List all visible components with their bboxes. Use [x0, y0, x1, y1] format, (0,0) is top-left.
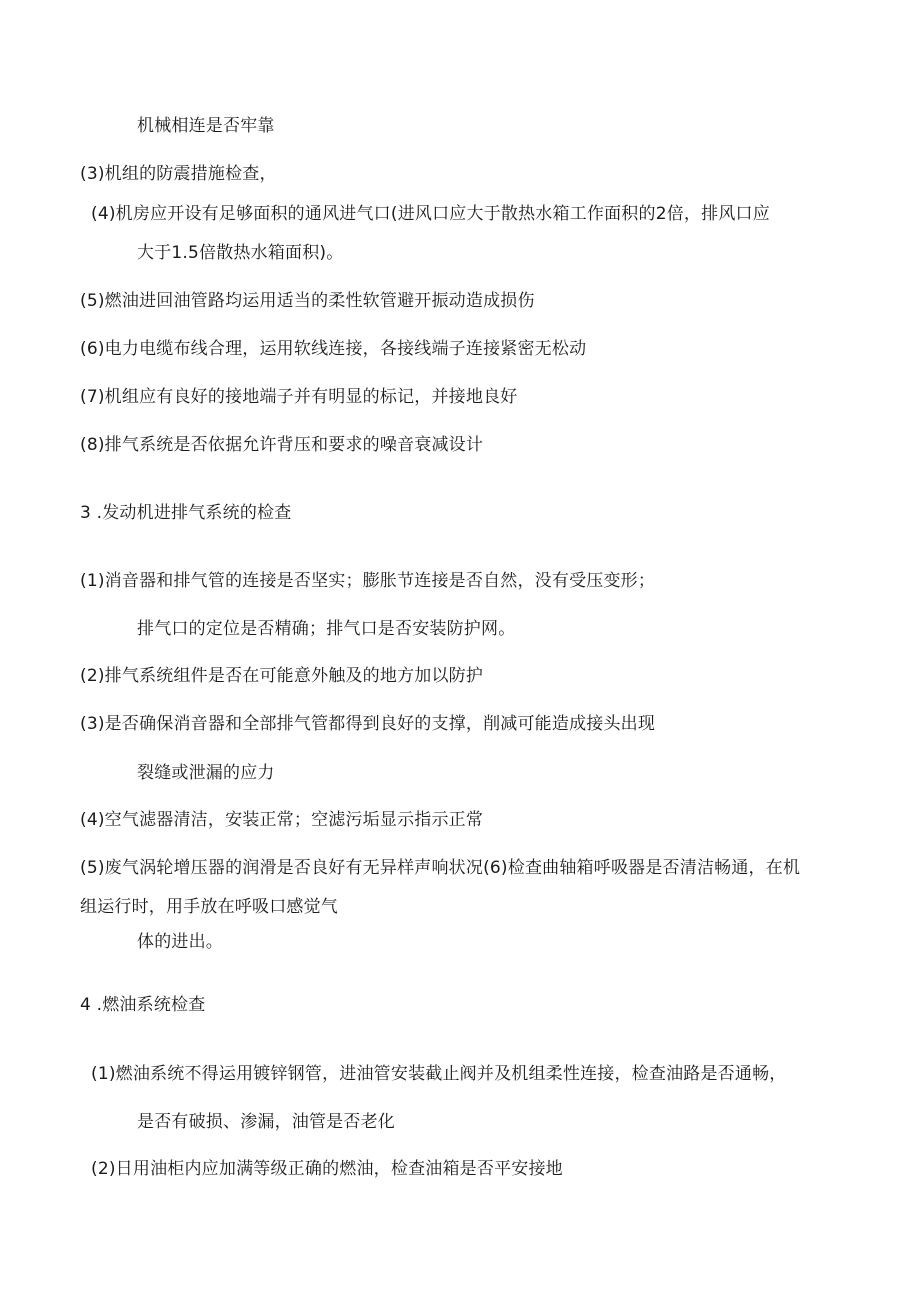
- list-item-1: (1)燃油系统不得运用镀锌钢管，进油管安装截止阀并及机组柔性连接，检查油路是否通畅，: [91, 1064, 787, 1084]
- text-line: 组运行时，用手放在呼吸口感觉气: [80, 897, 338, 917]
- list-item-2: (2)排气系统组件是否在可能意外触及的地方加以防护: [80, 666, 484, 686]
- list-item-5: (5)燃油进回油管路均运用适当的柔性软管避开振动造成损伤: [80, 291, 535, 311]
- text-line: 机械相连是否牢靠: [137, 116, 275, 136]
- list-item-7: (7)机组应有良好的接地端子并有明显的标记，并接地良好: [80, 387, 518, 407]
- list-item-8: (8)排气系统是否依据允许背压和要求的噪音衰减设计: [80, 435, 484, 455]
- section-heading-4: 4 .燃油系统检查: [80, 995, 206, 1015]
- list-item-6: (6)电力电缆布线合理，运用软线连接，各接线端子连接紧密无松动: [80, 339, 587, 359]
- text-line: 排气口的定位是否精确；排气口是否安装防护网。: [137, 619, 516, 639]
- list-item-2: (2)日用油柜内应加满等级正确的燃油，检查油箱是否平安接地: [91, 1159, 563, 1179]
- text-line: 大于1.5倍散热水箱面积)。: [137, 243, 344, 263]
- list-item-4: (4)机房应开设有足够面积的通风进气口(进风口应大于散热水箱工作面积的2倍，排风口应: [91, 204, 770, 224]
- list-item-4: (4)空气滤器清洁，安装正常；空滤污垢显示指示正常: [80, 810, 484, 830]
- list-item-3: (3)是否确保消音器和全部排气管都得到良好的支撑，削减可能造成接头出现: [80, 714, 656, 734]
- section-heading-3: 3 .发动机进排气系统的检查: [80, 503, 292, 523]
- text-line: 裂缝或泄漏的应力: [137, 763, 275, 783]
- list-item-3: (3)机组的防震措施检查，: [80, 164, 277, 184]
- list-item-5: (5)废气涡轮增压器的润滑是否良好有无异样声响状况(6)检查曲轴箱呼吸器是否清洁畅通，在机: [80, 858, 801, 878]
- text-line: 体的进出。: [137, 932, 223, 952]
- list-item-1: (1)消音器和排气管的连接是否坚实；膨胀节连接是否自然，没有受压变形；: [80, 571, 656, 591]
- text-line: 是否有破损、渗漏，油管是否老化: [137, 1112, 395, 1132]
